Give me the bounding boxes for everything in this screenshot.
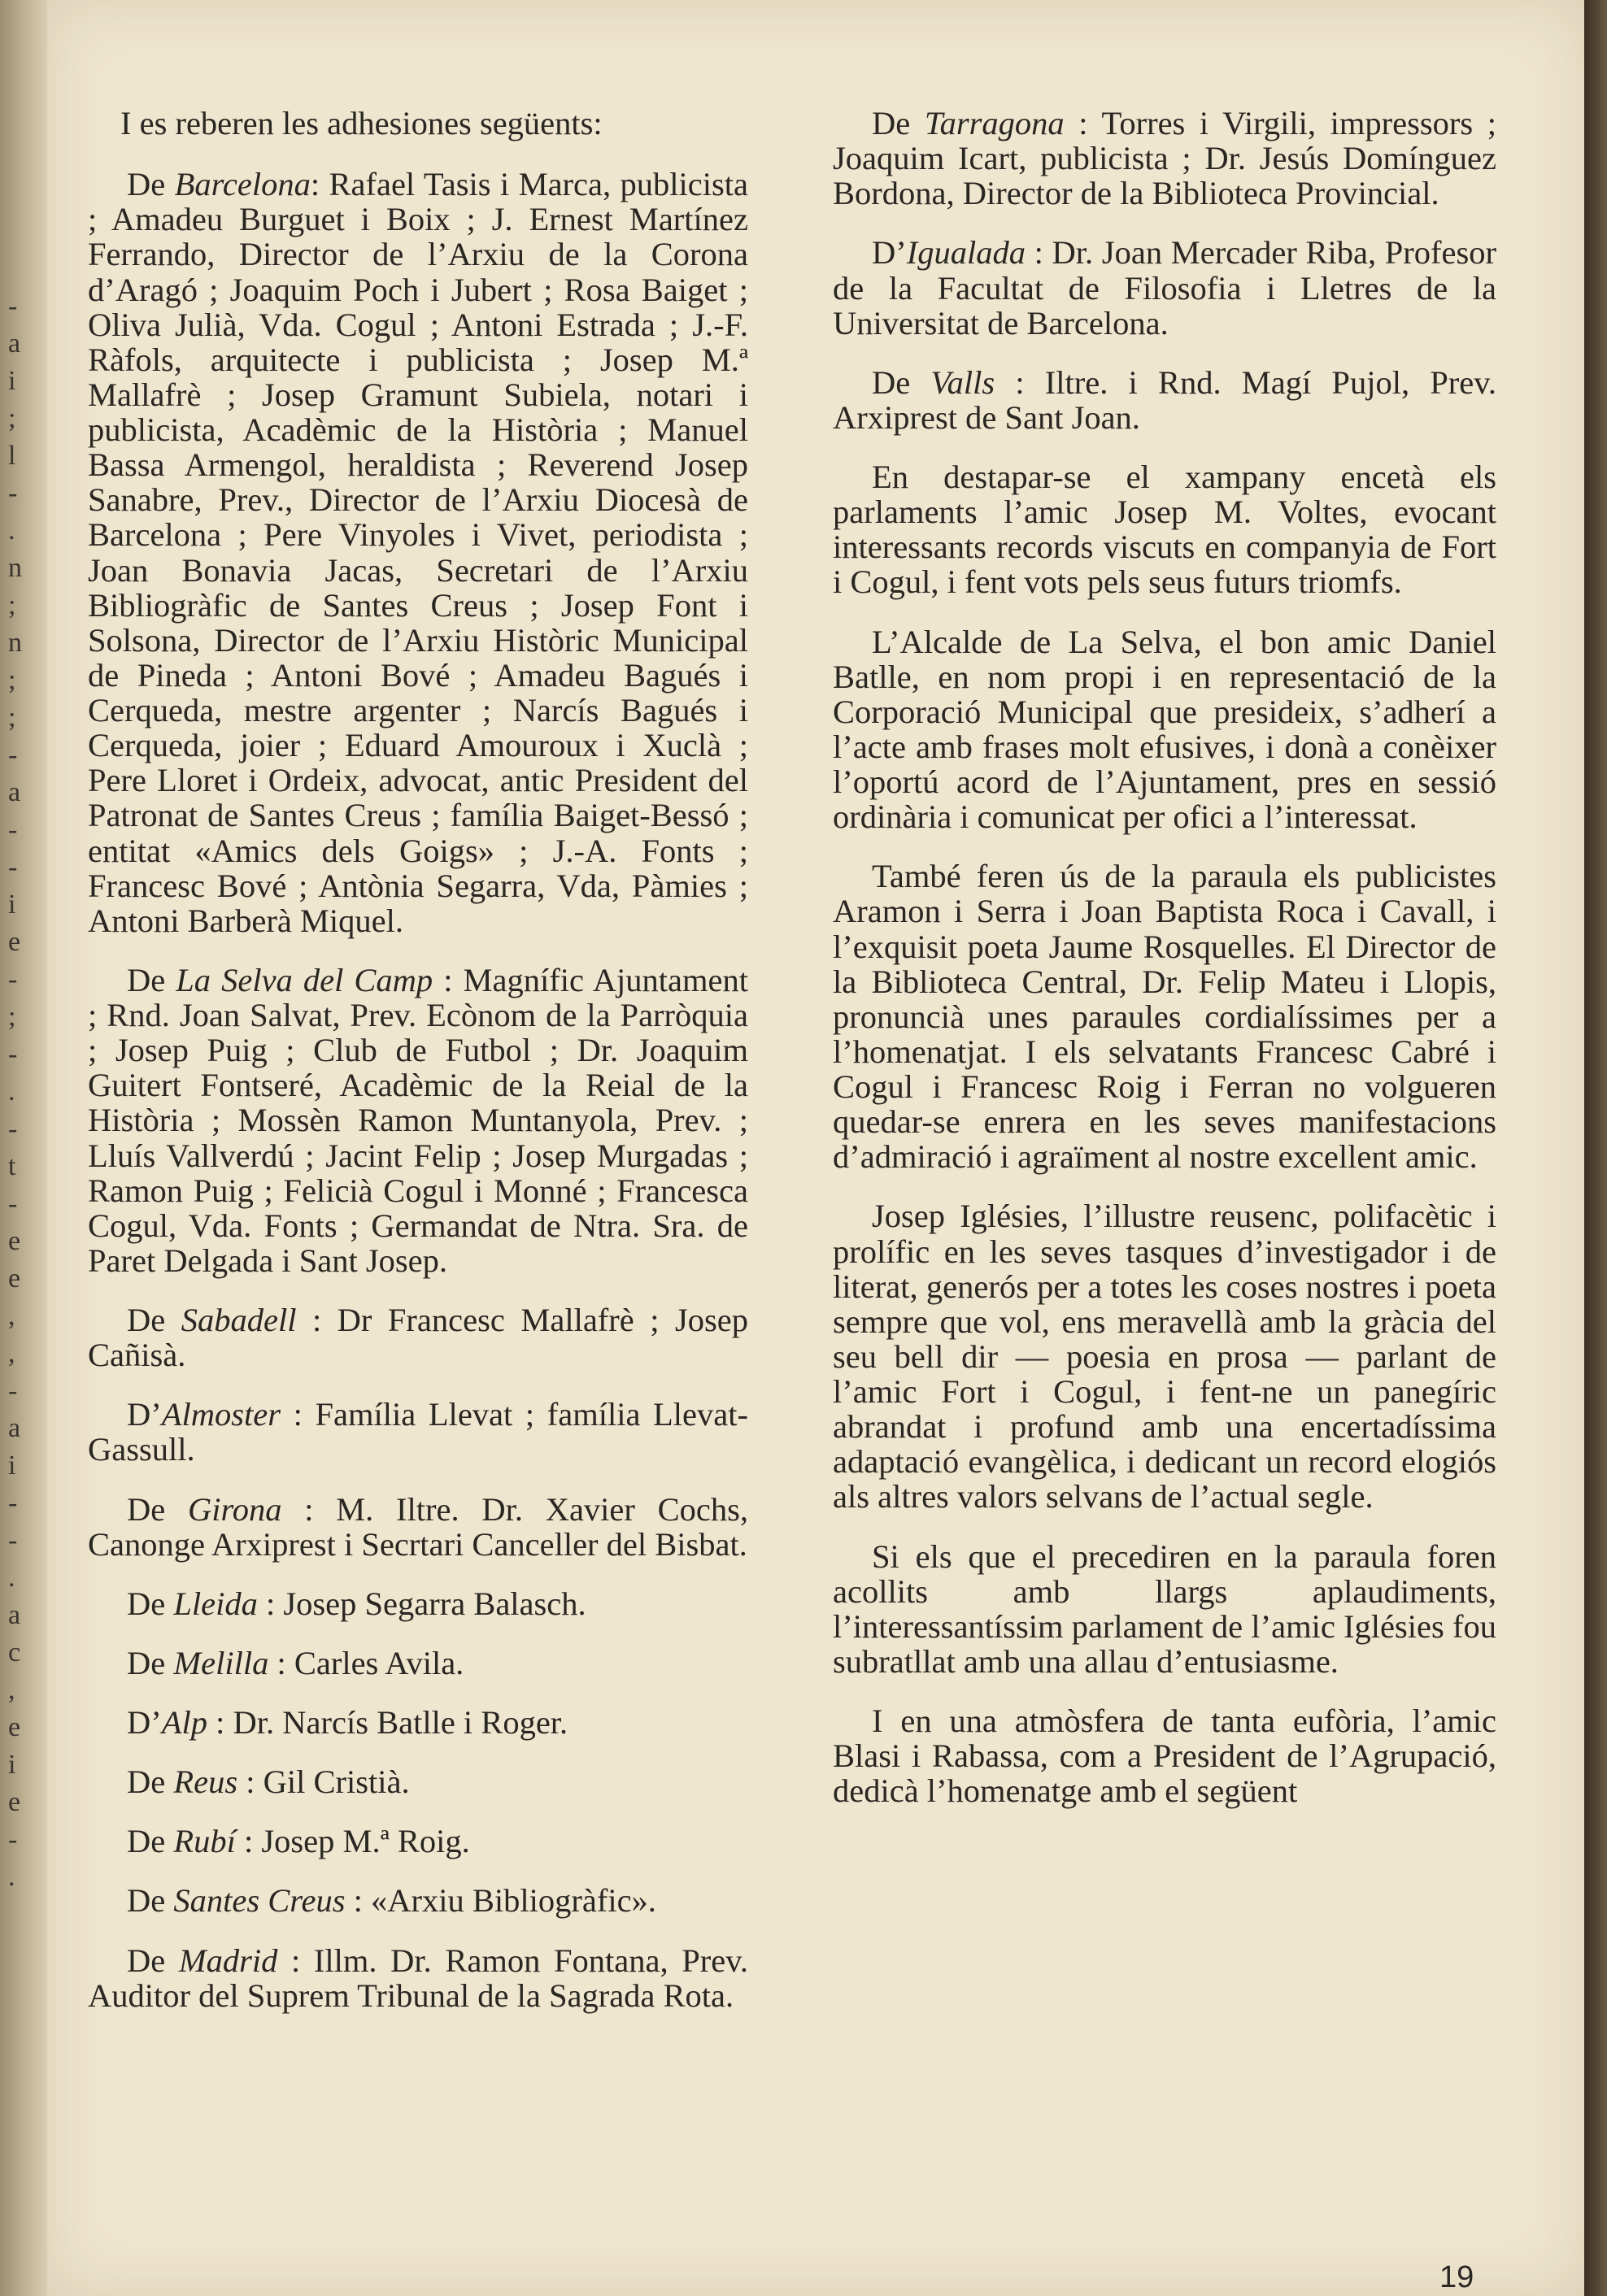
page-number: 19 xyxy=(1439,2260,1474,2294)
paragraph-prefix: De xyxy=(127,1823,174,1860)
place-name: Igualada xyxy=(906,234,1026,272)
edge-mark: n xyxy=(8,628,22,658)
body-paragraph xyxy=(833,1198,1496,1514)
paragraph-text: : Carles Avila. xyxy=(268,1644,464,1681)
edge-mark: e xyxy=(8,1226,21,1256)
left-column xyxy=(88,106,748,2037)
edge-mark: - xyxy=(8,964,18,994)
place-name: Rubí xyxy=(173,1823,236,1860)
binding-edge xyxy=(1584,0,1607,2296)
edge-mark: - xyxy=(8,1488,18,1518)
paragraph-prefix: De xyxy=(127,1490,188,1528)
paragraph-text: : Dr. Narcís Batlle i Roger. xyxy=(207,1704,568,1741)
paragraph-text: I en una atmòsfera de tanta eufòria, l’amic Blasi i Rabassa, com a President de l’Agrupació, dedicà l’homenatge amb el següent xyxy=(833,1702,1496,1810)
paragraph-text: : Magnífic Ajuntament ; Rnd. Joan Salvat, Prev. Ecònom de la Parròquia ; Josep Puig ; Club de Futbol ; Dr. Joaquim Guitert Fontseré, Acadèmic de la Reial de la Història ; Mossèn Ramon Muntanyola, Prev. ; Lluís Vallverdú ; Jacint Felip ; Josep Murgadas ; Ramon Puig ; Felicià Cogul i Monné ; Francesca Cogul, Vda. Fonts ; Germandat de Ntra. Sra. de Paret Delgada i Sant Josep. xyxy=(88,961,748,1279)
paragraph-text: : Illm. Dr. Ramon Fontana, Prev. Auditor del Suprem Tribunal de la Sagrada Rota. xyxy=(88,1942,748,2014)
paragraph-prefix: D’ xyxy=(127,1704,162,1741)
edge-mark: i xyxy=(8,1450,16,1481)
adhesion-paragraph xyxy=(88,1824,748,1859)
edge-mark: e xyxy=(8,927,21,957)
paragraph-text: : Josep Segarra Balasch. xyxy=(257,1585,586,1622)
adhesion-paragraph xyxy=(88,1586,748,1621)
paragraph-prefix: D’ xyxy=(872,234,907,272)
paragraph-text: : Dr Francesc Mallafrè ; Josep Cañisà. xyxy=(88,1302,748,1374)
edge-mark: , xyxy=(8,1301,15,1331)
body-paragraph xyxy=(833,1703,1496,1808)
place-name: Almoster xyxy=(161,1396,281,1433)
paragraph-text: Si els que el precediren en la paraula foren acollits amb llargs aplaudiments, l’interessantíssim parlament de l’amic Iglésies fou subratllat amb una allau d’entusiasme. xyxy=(833,1537,1496,1680)
book-gutter xyxy=(0,0,47,2296)
place-name: Lleida xyxy=(173,1585,258,1622)
paragraph-text: En destapar-se el xampany encetà els parlaments l’amic Josep M. Voltes, evocant interessants records viscuts en companyia de Fort i Cogul, i fent vots pels seus futurs triomfs. xyxy=(833,459,1496,601)
paragraph-prefix: De xyxy=(127,1942,179,1979)
paragraph-text: : Josep M.ª Roig. xyxy=(235,1823,470,1860)
adhesion-paragraph xyxy=(88,1883,748,1918)
paragraph-text: I es reberen les adhesiones següents: xyxy=(120,105,603,141)
paragraph-prefix: D’ xyxy=(127,1396,162,1433)
place-name: Tarragona xyxy=(924,105,1065,141)
paragraph-text: : Família Llevat ; família Llevat-Gassull. xyxy=(88,1396,748,1468)
edge-mark: a xyxy=(8,328,21,359)
body-paragraph xyxy=(833,624,1496,835)
place-name: Sabadell xyxy=(181,1302,297,1338)
adhesion-paragraph xyxy=(833,365,1496,435)
edge-mark: c xyxy=(8,1637,21,1668)
edge-mark: - xyxy=(8,1189,18,1219)
paragraph-text: També feren ús de la paraula els publicistes Aramon i Serra i Joan Baptista Roca i Cavall, i l’exquisit poeta Jaume Rosquelles. El Director de la Biblioteca Central, Dr. Felip Mateu i Llopis, pronuncià unes paraules cordialíssimes per a l’homenatjat. I els selvatants Francesc Cabré i Cogul i Francesc Roig i Ferran no volgueren quedar-se enrera en les seves manifestacions d’admiració i agraïment al nostre excellent amic. xyxy=(833,858,1496,1176)
body-paragraph xyxy=(833,859,1496,1174)
place-name: Santes Creus xyxy=(173,1882,346,1920)
place-name: Madrid xyxy=(178,1942,278,1979)
adhesion-paragraph xyxy=(88,1943,748,2013)
edge-mark: i xyxy=(8,1750,16,1780)
paragraph-prefix: De xyxy=(127,1644,174,1681)
paragraph-text: : Torres i Virgili, impressors ; Joaquim Icart, publicista ; Dr. Jesús Domínguez Bordona, Director de la Biblioteca Provincial. xyxy=(833,105,1496,212)
adhesion-paragraph xyxy=(833,235,1496,340)
edge-mark: - xyxy=(8,478,18,508)
edge-mark: ; xyxy=(8,702,16,733)
adhesion-paragraph xyxy=(88,1302,748,1372)
paragraph-prefix: De xyxy=(872,363,931,401)
edge-mark: , xyxy=(8,1338,15,1368)
body-paragraph xyxy=(88,106,748,141)
body-paragraph xyxy=(833,459,1496,600)
edge-mark: - xyxy=(8,852,18,882)
paragraph-prefix: De xyxy=(127,961,176,998)
edge-mark: ; xyxy=(8,665,16,695)
paragraph-text: Josep Iglésies, l’illustre reusenc, polifacètic i prolífic en les seves tasques d’investigador i de literat, generós per a totes les coses nostres i poeta sempre que vol, ens meravellà amb la gràcia del seu bell dir — poesia en prosa — parlant de l’amic Fort i Cogul, i fent-ne un panegíric abrandat i profund amb una encertadíssima adaptació evangèlica, i dedicant un record elogiós als altres valors selvans de l’actual segle. xyxy=(833,1198,1496,1515)
edge-mark: . xyxy=(8,1862,15,1892)
edge-mark: - xyxy=(8,1824,18,1855)
edge-mark: - xyxy=(8,1114,18,1144)
edge-mark: - xyxy=(8,740,18,770)
paragraph-prefix: De xyxy=(872,105,925,141)
adhesion-paragraph xyxy=(88,1646,748,1681)
edge-mark: n xyxy=(8,553,22,583)
edge-mark: i xyxy=(8,889,16,920)
paragraph-text: : Gil Cristià. xyxy=(237,1763,410,1801)
place-name: Melilla xyxy=(173,1644,269,1681)
edge-mark: - xyxy=(8,1525,18,1555)
paragraph-text: : Rafael Tasis i Marca, publicista ; Amadeu Burguet i Boix ; J. Ernest Martínez Ferrando, Director de l’Arxiu de la Corona d’Aragó ; Joaquim Poch i Jubert ; Rosa Baiget ; Oliva Julià, Vda. Cogul ; Antoni Estrada ; J.-F. Ràfols, arquitecte i publicista ; Josep M.ª Mallafrè ; Josep Gramunt Subiela, notari i publicista, Acadèmic de la Història ; Manuel Bassa Armengol, heraldista ; Reverend Josep Sanabre, Prev., Director de l’Arxiu Diocesà de Barcelona ; Pere Vinyoles i Vivet, periodista ; Joan Bonavia Jacas, Secretari de l’Arxiu Bibliogràfic de Santes Creus ; Josep Font i Solsona, Director de l’Arxiu Històric Municipal de Pineda ; Antoni Bové ; Amadeu Bagués i Cerqueda, mestre argenter ; Narcís Bagués i Cerqueda, joier ; Eduard Amouroux i Xuclà ; Pere Lloret i Ordeix, advocat, antic President del Patronat de Santes Creus ; família Baiget-Bessó ; entitat «Amics dels Goigs» ; J.-A. Fonts ; Francesc Bové ; Antònia Segarra, Vda, Pàmies ; Antoni Barberà Miquel. xyxy=(88,166,748,939)
edge-mark: a xyxy=(8,1413,21,1443)
edge-mark: e xyxy=(8,1787,21,1817)
edge-mark: ; xyxy=(8,590,16,620)
paragraph-prefix: De xyxy=(127,1585,174,1622)
place-name: Girona xyxy=(187,1490,282,1528)
adhesion-paragraph xyxy=(88,1492,748,1562)
right-column xyxy=(833,106,1496,1833)
edge-mark: . xyxy=(8,515,15,546)
place-name: Barcelona xyxy=(174,166,311,203)
edge-mark: ; xyxy=(8,1002,16,1032)
place-name: La Selva del Camp xyxy=(176,961,433,998)
edge-mark: l xyxy=(8,441,16,471)
adhesion-paragraph xyxy=(88,963,748,1278)
body-paragraph xyxy=(833,1539,1496,1680)
edge-mark: - xyxy=(8,815,18,845)
adhesion-paragraph xyxy=(88,1764,748,1799)
adhesion-paragraph xyxy=(88,167,748,938)
facing-page-edge-text xyxy=(3,0,39,2296)
place-name: Reus xyxy=(173,1763,238,1801)
edge-mark: - xyxy=(8,1376,18,1406)
edge-mark: i xyxy=(8,366,16,396)
edge-mark: - xyxy=(8,291,18,321)
paragraph-text: L’Alcalde de La Selva, el bon amic Daniel Batlle, en nom propi i en representació de la Corporació Municipal que presideix, s’adherí a l’acte amb frases molt efusives, i donà a conèixer l’oportú acord de l’Ajuntament, pres en sessió ordinària i comunicat per ofici a l’interessat. xyxy=(833,623,1496,836)
edge-mark: t xyxy=(8,1151,16,1181)
place-name: Alp xyxy=(161,1704,207,1741)
edge-mark: - xyxy=(8,1039,18,1069)
adhesion-paragraph xyxy=(88,1705,748,1740)
edge-mark: . xyxy=(8,1076,15,1107)
place-name: Valls xyxy=(930,363,995,401)
edge-mark: . xyxy=(8,1563,15,1593)
paragraph-prefix: De xyxy=(127,1882,174,1920)
paragraph-text: : «Arxiu Bibliogràfic». xyxy=(345,1882,656,1920)
edge-mark: ; xyxy=(8,403,16,433)
adhesion-paragraph xyxy=(833,106,1496,211)
paragraph-text: : Dr. Joan Mercader Riba, Profesor de la Facultat de Filosofia i Lletres de la Universitat de Barcelona. xyxy=(833,234,1496,341)
paragraph-text: : M. Iltre. Dr. Xavier Cochs, Canonge Arxiprest i Secrtari Canceller del Bisbat. xyxy=(88,1490,748,1563)
adhesion-paragraph xyxy=(88,1397,748,1467)
edge-mark: e xyxy=(8,1263,21,1294)
paragraph-prefix: De xyxy=(127,166,175,203)
edge-mark: a xyxy=(8,777,21,807)
paragraph-prefix: De xyxy=(127,1302,181,1338)
edge-mark: a xyxy=(8,1600,21,1630)
paragraph-prefix: De xyxy=(127,1763,174,1801)
edge-mark: , xyxy=(8,1675,15,1705)
paragraph-text: : Iltre. i Rnd. Magí Pujol, Prev. Arxiprest de Sant Joan. xyxy=(833,363,1496,436)
edge-mark: e xyxy=(8,1712,21,1742)
